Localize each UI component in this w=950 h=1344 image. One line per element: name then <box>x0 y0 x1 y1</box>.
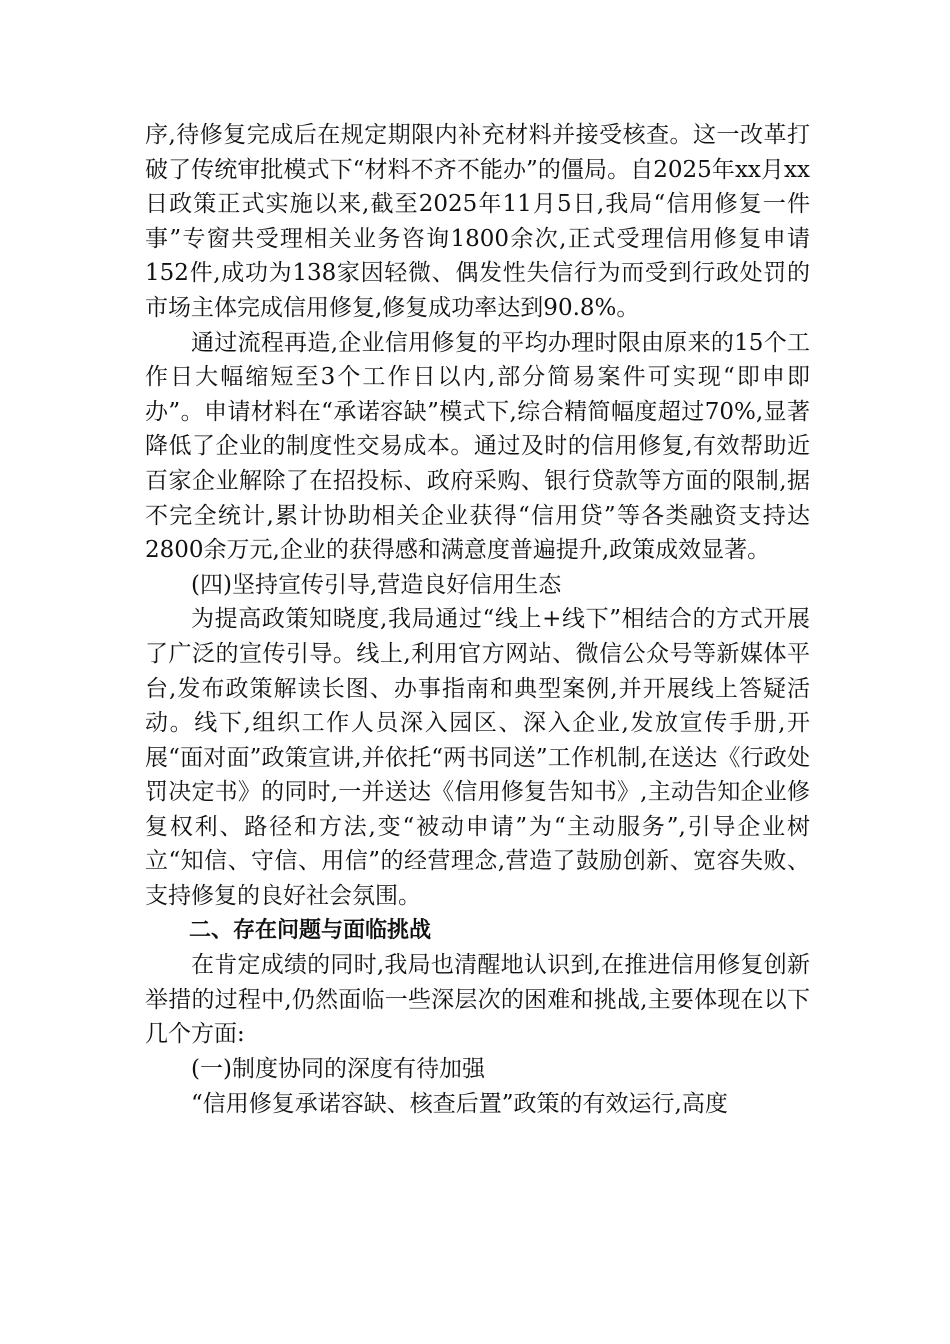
document-page <box>145 118 810 1121</box>
section-heading-coordination: (一)制度协同的深度有待加强 <box>191 1056 485 1083</box>
section-heading-publicity: (四)坚持宣传引导,营造良好信用生态 <box>191 571 562 598</box>
paragraph-coordination: “信用修复承诺容缺、核查后置”政策的有效运行,高度 <box>191 1090 728 1117</box>
chapter-heading-problems: 二、存在问题与面临挑战 <box>189 917 432 943</box>
paragraph-process-reengineering: 通过流程再造,企业信用修复的平均办理时限由原来的15个工作日大幅缩短至3个工作日以内,部分简易案件可实现“即申即办”。申请材料在“承诺容缺”模式下,综合精简幅度超过70%,显著降低了企业的制度性交易成本。通过及时的信用修复,有效帮助近百家企业解除了在招投标、政府采购、银行贷款等方面的限制,据不完全统计,累计协助相关企业获得“信用贷”等各类融资支持达2800余万元,企业的获得感和满意度普遍提升,政策成效显著。 <box>145 329 810 564</box>
paragraph-results-summary: 序,待修复完成后在规定期限内补充材料并接受核查。这一改革打破了传统审批模式下“材料不齐不能办”的僵局。自2025年xx月xx日政策正式实施以来,截至2025年11月5日,我局“信用修复一件事”专窗共受理相关业务咨询1800余次,正式受理信用修复申请152件,成功为138家因轻微、偶发性失信行为而受到行政处罚的市场主体完成信用修复,修复成功率达到90.8%。 <box>145 122 810 321</box>
paragraph-publicity: 为提高政策知晓度,我局通过“线上+线下”相结合的方式开展了广泛的宣传引导。线上,利用官方网站、微信公众号等新媒体平台,发布政策解读长图、办事指南和典型案例,并开展线上答疑活动。线下,组织工作人员深入园区、深入企业,发放宣传手册,开展“面对面”政策宣讲,并依托“两书同送”工作机制,在送达《行政处罚决定书》的同时,一并送达《信用修复告知书》,主动告知企业修复权利、路径和方法,变“被动申请”为“主动服务”,引导企业树立“知信、守信、用信”的经营理念,营造了鼓励创新、宽容失败、支持修复的良好社会氛围。 <box>145 606 810 910</box>
paragraph-problems-intro: 在肯定成绩的同时,我局也清醒地认识到,在推进信用修复创新举措的过程中,仍然面临一些深层次的困难和挑战,主要体现在以下几个方面: <box>145 952 810 1048</box>
